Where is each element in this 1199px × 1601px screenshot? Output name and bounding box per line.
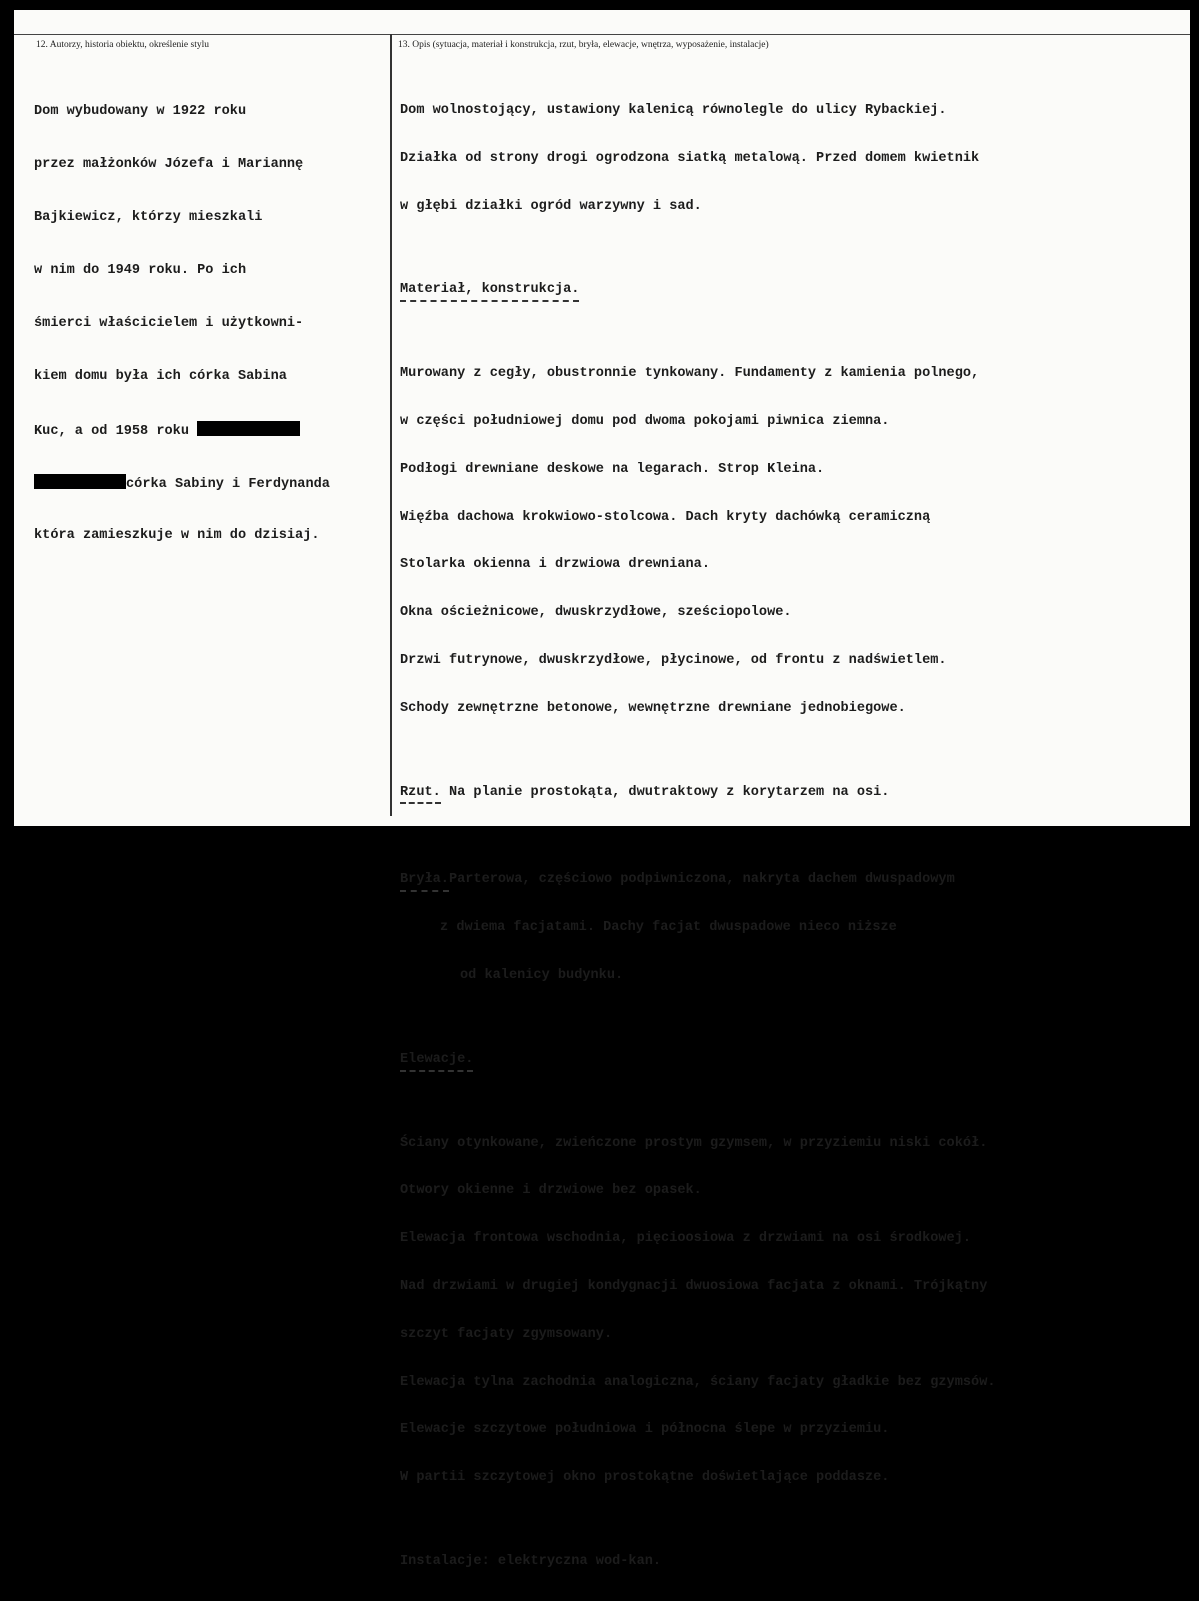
bryla-line xyxy=(400,871,996,889)
material-line: Podłogi drewniane deskowe na legarach. Strop Kleina. xyxy=(400,461,825,477)
material-line: Schody zewnętrzne betonowe, wewnętrzne drewniane jednobiegowe. xyxy=(400,700,906,716)
column-divider xyxy=(390,34,392,816)
material-line: Okna ościeżnicowe, dwuskrzydłowe, sześciopolowe. xyxy=(400,605,792,621)
material-heading: Materiał, konstrukcja. xyxy=(400,282,580,298)
history-line xyxy=(34,474,330,492)
history-line xyxy=(34,421,330,439)
material-line: Murowany z cegły, obustronnie tynkowany. Fundamenty z kamienia polnego, xyxy=(400,366,980,382)
history-line: w nim do 1949 roku. Po ich xyxy=(34,263,247,279)
history-line: Bajkiewicz, którzy mieszkali xyxy=(34,210,263,226)
redaction-box xyxy=(34,474,126,489)
bryla-text: Parterowa, częściowo podpiwniczona, nakryta dachem dwuspadowym xyxy=(448,872,955,888)
material-line: w części południowej domu pod dwoma pokojami piwnica ziemna. xyxy=(400,413,890,429)
elewacje-line: W partii szczytowej okno prostokątne doświetlające poddasze. xyxy=(400,1470,890,1486)
history-line: kiem domu była ich córka Sabina xyxy=(34,369,287,385)
elewacje-line: Otwory okienne i drzwiowe bez opasek. xyxy=(400,1183,702,1199)
material-heading-line xyxy=(400,281,996,299)
elewacje-line: Elewacje szczytowe południowa i północna ślepe w przyziemiu. xyxy=(400,1422,890,1438)
history-line: przez małżonków Józefa i Mariannę xyxy=(34,157,304,173)
rzut-label: Rzut. xyxy=(400,784,441,800)
elewacje-line: Ściany otynkowane, zwieńczone prostym gzymsem, w przyziemiu niski cokół. xyxy=(400,1135,988,1151)
elewacje-line: Nad drzwiami w drugiej kondygnacji dwuosiowa facjata z oknami. Trójkątny xyxy=(400,1278,988,1294)
elewacje-heading-line xyxy=(400,1051,996,1069)
material-line: Stolarka okienna i drzwiowa drewniana. xyxy=(400,557,710,573)
bryla-line: od kalenicy budynku. xyxy=(460,967,624,983)
intro-line: Dom wolnostojący, ustawiony kalenicą równolegle do ulicy Rybackiej. xyxy=(400,103,947,118)
intro-line: w głębi działki ogród warzywny i sad. xyxy=(400,198,702,214)
form-sheet xyxy=(14,10,1190,1569)
material-line: Drzwi futrynowe, dwuskrzydłowe, płycinowe, od frontu z nadświetlem. xyxy=(400,652,947,668)
rzut-line xyxy=(400,784,996,802)
redaction-box xyxy=(197,421,300,436)
history-text xyxy=(34,68,330,580)
rzut-text: Na planie prostokąta, dwutraktowy z korytarzem na osi. xyxy=(440,784,890,800)
history-line: Dom wybudowany w 1922 roku xyxy=(34,104,247,120)
bryla-label: Bryła. xyxy=(400,872,449,888)
material-line: Więźba dachowa krokwiowo-stolcowa. Dach kryty dachówką ceramiczną xyxy=(400,509,931,525)
history-line: która zamieszkuje w nim do dzisiaj. xyxy=(34,528,320,544)
elewacje-line: szczyt facjaty zgymsowany. xyxy=(400,1326,613,1342)
instalacje-line: Instalacje: elektryczna wod-kan. xyxy=(400,1553,662,1569)
left-section-header: 12. Autorzy, historia obiektu, określenie stylu xyxy=(36,40,209,50)
history-line: śmierci właścicielem i użytkowni- xyxy=(34,316,304,332)
right-section-header: 13. Opis (sytuacja, materiał i konstrukcja, rzut, bryła, elewacje, wnętrza, wyposażenie, instalacje) xyxy=(398,40,769,50)
description-text xyxy=(400,72,996,1601)
intro-line: Działka od strony drogi ogrodzona siatką metalową. Przed domem kwietnik xyxy=(400,150,980,166)
elewacje-heading: Elewacje. xyxy=(400,1051,474,1067)
history-line-text: Kuc, a od 1958 roku xyxy=(34,424,198,440)
elewacje-line: Elewacja frontowa wschodnia, pięcioosiowa z drzwiami na osi środkowej. xyxy=(400,1231,972,1247)
elewacje-line: Elewacja tylna zachodnia analogiczna, ściany facjaty gładkie bez gzymsów. xyxy=(400,1374,996,1390)
history-line-text: córka Sabiny i Ferdynanda xyxy=(126,477,330,493)
header-rule xyxy=(14,34,1190,35)
bryla-line: z dwiema facjatami. Dachy facjat dwuspadowe nieco niższe xyxy=(440,920,897,936)
